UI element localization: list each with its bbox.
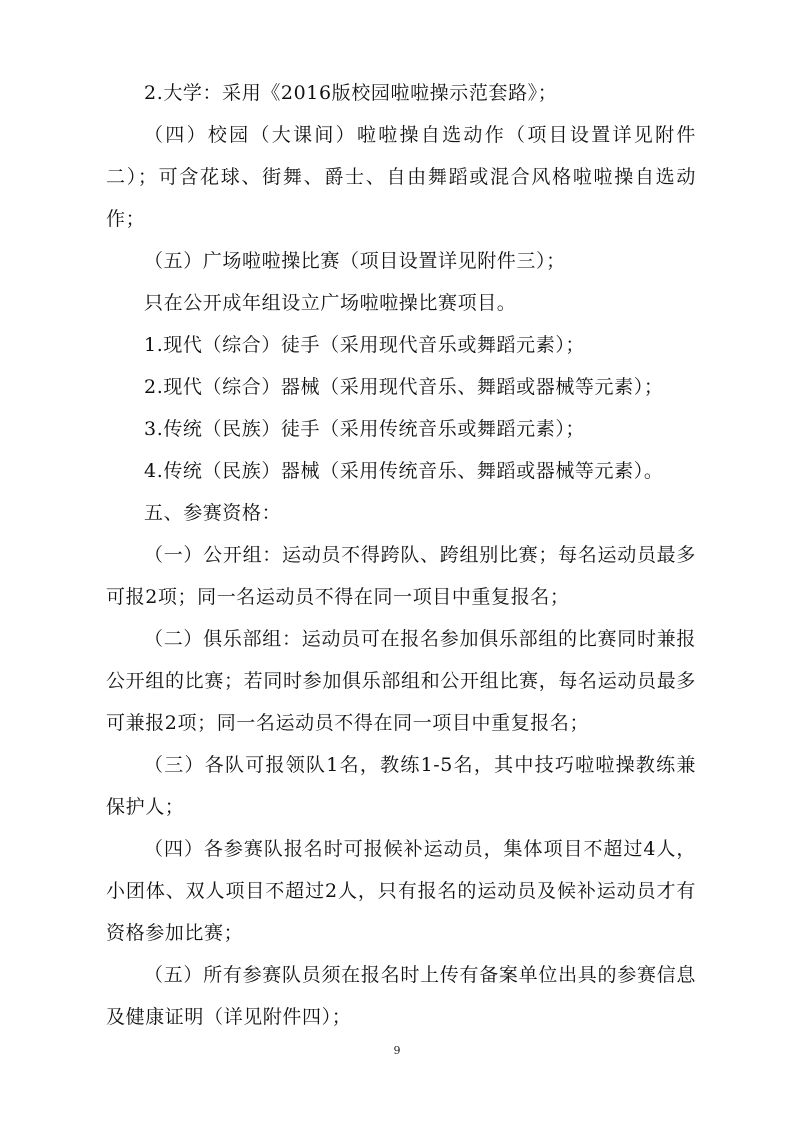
paragraph-square-open-adult: 只在公开成年组设立广场啦啦操比赛项目。 <box>144 292 517 314</box>
paragraph-team-staff: （三）各队可报领队1名，教练1-5名，其中技巧啦啦操教练兼保护人； <box>106 754 696 818</box>
paragraph-square-competition: （五）广场啦啦操比赛（项目设置详见附件三）； <box>144 250 566 272</box>
paragraph-university-routine: 2.大学：采用《2016版校园啦啦操示范套路》； <box>144 82 558 104</box>
paragraph-item-1: 1.现代（综合）徒手（采用现代音乐或舞蹈元素）； <box>144 334 586 356</box>
paragraph-substitutes: （四）各参赛队报名时可报候补运动员，集体项目不超过4人，小团体、双人项目不超过2人，只有报名的运动员及候补运动员才有资格参加比赛； <box>106 838 696 944</box>
section-heading-eligibility: 五、参赛资格： <box>144 502 282 524</box>
body-text <box>106 72 696 1038</box>
paragraph-item-3: 3.传统（民族）徒手（采用传统音乐或舞蹈元素）； <box>144 418 586 440</box>
paragraph-health-certificate: （五）所有参赛队员须在报名时上传有备案单位出具的参赛信息及健康证明（详见附件四）； <box>106 964 696 1028</box>
paragraph-campus-free-routine: （四）校园（大课间）啦啦操自选动作（项目设置详见附件二）；可含花球、街舞、爵士、自由舞蹈或混合风格啦啦操自选动作； <box>106 124 696 230</box>
paragraph-item-4: 4.传统（民族）器械（采用传统音乐、舞蹈或器械等元素）。 <box>144 460 664 482</box>
page-number: 9 <box>393 1044 401 1057</box>
paragraph-item-2: 2.现代（综合）器械（采用现代音乐、舞蹈或器械等元素）； <box>144 376 664 398</box>
paragraph-open-group: （一）公开组：运动员不得跨队、跨组别比赛；每名运动员最多可报2项；同一名运动员不得在同一项目中重复报名； <box>106 544 696 608</box>
paragraph-club-group: （二）俱乐部组：运动员可在报名参加俱乐部组的比赛同时兼报公开组的比赛；若同时参加俱乐部组和公开组比赛，每名运动员最多可兼报2项；同一名运动员不得在同一项目中重复报名； <box>106 628 696 734</box>
